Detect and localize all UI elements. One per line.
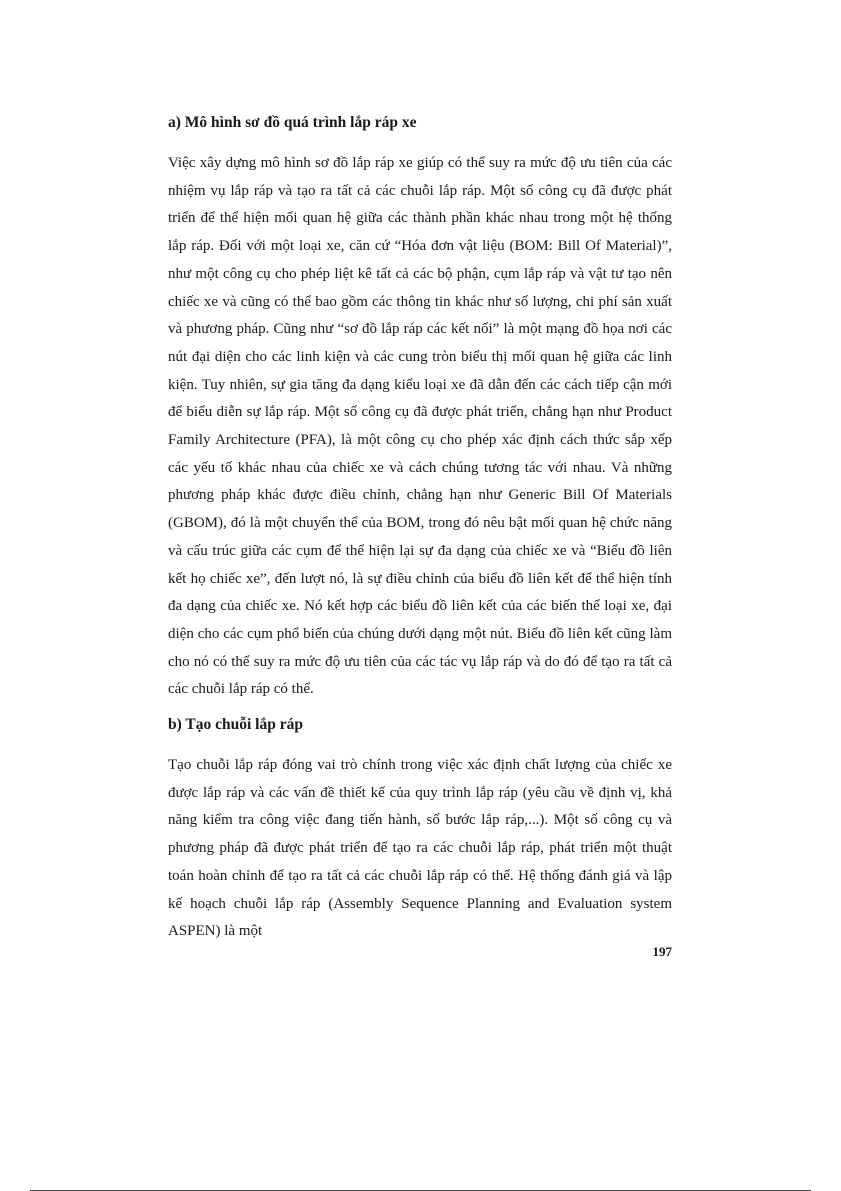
section-b-paragraph: Tạo chuỗi lắp ráp đóng vai trò chính trong việc xác định chất lượng của chiếc xe được lắp ráp và các vấn đề thiết kế của quy trình lắp ráp (yêu cầu về định vị, khả năng kiểm tra công việc đang tiến hành, số bước lắp ráp,...). Một số công cụ và phương pháp đã được phát triển để tạo ra các chuỗi lắp ráp, phát triển một thuật toán hoàn chỉnh để tạo ra tất cả các chuỗi lắp ráp có thể. Hệ thống đánh giá và lập kế hoạch chuỗi lắp ráp (Assembly Sequence Planning and Evaluation system ASPEN) là một: [168, 757, 672, 940]
section-a-paragraph: Việc xây dựng mô hình sơ đồ lắp ráp xe giúp có thể suy ra mức độ ưu tiên của các nhiệm vụ lắp ráp và tạo ra tất cả các chuỗi lắp ráp. Một số công cụ đã được phát triển để thể hiện mối quan hệ giữa các thành phần khác nhau trong một hệ thống lắp ráp. Đối với một loại xe, căn cứ “Hóa đơn vật liệu (BOM: Bill Of Material)”, như một công cụ cho phép liệt kê tất cả các bộ phận, cụm lắp ráp và vật tư tạo nên chiếc xe và cũng có thể bao gồm các thông tin khác như số lượng, chi phí sản xuất và phương pháp. Cũng như “sơ đồ lắp ráp các kết nối” là một mạng đồ họa nơi các nút đại diện cho các linh kiện và các cung tròn biểu thị mối quan hệ giữa các linh kiện. Tuy nhiên, sự gia tăng đa dạng kiểu loại xe đã dẫn đến các cách tiếp cận mới để biểu diễn sự lắp ráp. Một số công cụ đã được phát triển, chẳng hạn như Product Family Architecture (PFA), là một công cụ cho phép xác định cách thức sắp xếp các yếu tố khác nhau của chiếc xe và cách chúng tương tác với nhau. Và những phương pháp khác được điều chỉnh, chẳng hạn như Generic Bill Of Materials (GBOM), đó là một chuyển thể của BOM, trong đó nêu bật mối quan hệ chức năng và cấu trúc giữa các cụm để thể hiện lại sự đa dạng của chiếc xe và “Biểu đồ liên kết họ chiếc xe”, đến lượt nó, là sự điều chỉnh của biểu đồ liên kết để thể hiện tính đa dạng của chiếc xe. Nó kết hợp các biểu đồ liên kết của các biến thể loại xe, đại diện cho các cụm phổ biến của chúng dưới dạng một nút. Biểu đồ liên kết cũng làm cho nó có thể suy ra mức độ ưu tiên của các tác vụ lắp ráp và do đó để tạo ra tất cả các chuỗi lắp ráp có thể.: [168, 155, 672, 698]
page-content: [168, 112, 672, 956]
section-b-heading: b) Tạo chuỗi lắp ráp: [168, 716, 303, 734]
page-number: 197: [652, 944, 672, 959]
section-a-heading: a) Mô hình sơ đồ quá trình lắp ráp xe: [168, 114, 417, 131]
